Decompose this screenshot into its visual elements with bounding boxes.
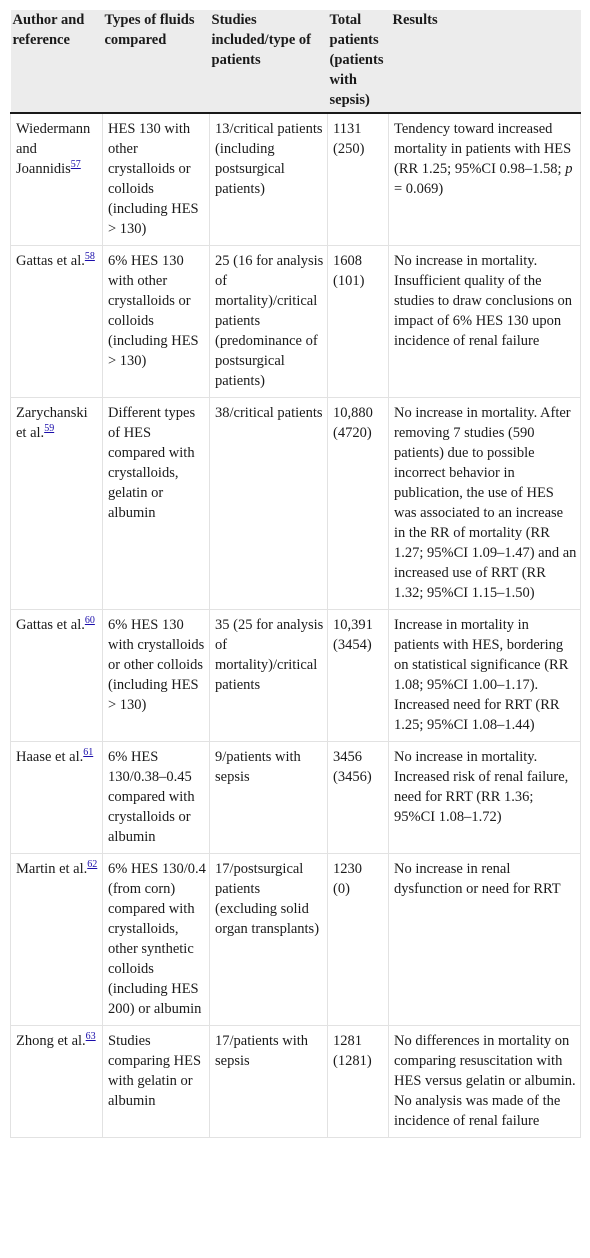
table-body xyxy=(11,113,581,1138)
header-studies: Studies included/type of patients xyxy=(210,10,328,113)
author-text: Gattas et al. xyxy=(16,253,85,269)
author-text: Zhong et al. xyxy=(16,1033,86,1049)
cell-results: No increase in mortality. Insufficient quality of the studies to draw conclusions on impact of 6% HES 130 upon incidence of renal failure xyxy=(389,246,581,398)
sepsis-value: (250) xyxy=(333,141,365,157)
meta-analysis-table-container xyxy=(10,10,580,1138)
cell-author xyxy=(11,398,103,610)
cell-results xyxy=(389,113,581,246)
reference-link[interactable]: 61 xyxy=(83,747,94,759)
reference-link[interactable]: 58 xyxy=(84,251,95,263)
cell-results: No differences in mortality on comparing resuscitation with HES versus gelatin or albumin. No analysis was made of the incidence of renal failure xyxy=(389,1026,581,1138)
cell-total xyxy=(328,398,389,610)
total-value: 1281 xyxy=(333,1033,362,1049)
sepsis-value: (4720) xyxy=(333,425,372,441)
cell-author xyxy=(11,610,103,742)
reference-link[interactable]: 63 xyxy=(85,1031,96,1043)
cell-author xyxy=(11,854,103,1026)
author-text: Martin et al. xyxy=(16,861,88,877)
total-value: 1131 xyxy=(333,121,362,137)
sepsis-value: (3454) xyxy=(333,637,372,653)
cell-studies: 13/critical patients (including postsurgical patients) xyxy=(210,113,328,246)
result-text-end: = 0.069) xyxy=(394,181,444,197)
author-text: Zarychanski et al. xyxy=(16,405,88,441)
cell-fluids: 6% HES 130/0.4 (from corn) compared with crystalloids, other synthetic colloids (including HES 200) or albumin xyxy=(103,854,210,1026)
sepsis-value: (1281) xyxy=(333,1053,372,1069)
cell-fluids: 6% HES 130 with crystalloids or other colloids (including HES > 130) xyxy=(103,610,210,742)
cell-author xyxy=(11,1026,103,1138)
cell-studies: 17/patients with sepsis xyxy=(210,1026,328,1138)
header-fluids: Types of fluids compared xyxy=(103,10,210,113)
reference-link[interactable]: 57 xyxy=(70,159,81,171)
total-value: 10,391 xyxy=(333,617,373,633)
total-value: 3456 xyxy=(333,749,362,765)
cell-fluids: Different types of HES compared with crystalloids, gelatin or albumin xyxy=(103,398,210,610)
cell-studies: 35 (25 for analysis of mortality)/critical patients xyxy=(210,610,328,742)
sepsis-value: (3456) xyxy=(333,769,372,785)
table-row xyxy=(11,610,581,742)
cell-total xyxy=(328,113,389,246)
cell-results: No increase in mortality. Increased risk of renal failure, need for RRT (RR 1.36; 95%CI 1.08–1.72) xyxy=(389,742,581,854)
table-row xyxy=(11,113,581,246)
reference-link[interactable]: 59 xyxy=(44,423,55,435)
cell-fluids: 6% HES 130 with other crystalloids or colloids (including HES > 130) xyxy=(103,246,210,398)
table-row xyxy=(11,1026,581,1138)
cell-total xyxy=(328,1026,389,1138)
author-text: Haase et al. xyxy=(16,749,84,765)
cell-studies: 17/postsurgical patients (excluding solid organ transplants) xyxy=(210,854,328,1026)
result-text: Tendency toward increased mortality in patients with HES (RR 1.25; 95%CI 0.98–1.58; xyxy=(394,121,572,177)
total-value: 1230 xyxy=(333,861,362,877)
cell-total xyxy=(328,610,389,742)
cell-author xyxy=(11,113,103,246)
total-value: 10,880 xyxy=(333,405,373,421)
cell-total xyxy=(328,854,389,1026)
cell-studies: 38/critical patients xyxy=(210,398,328,610)
cell-total xyxy=(328,246,389,398)
sepsis-value: (101) xyxy=(333,273,365,289)
cell-total xyxy=(328,742,389,854)
p-symbol: p xyxy=(565,161,573,177)
table-row xyxy=(11,246,581,398)
author-text: Wiedermann and Joannidis xyxy=(16,121,91,177)
table-header xyxy=(11,10,581,113)
table-row xyxy=(11,742,581,854)
author-text: Gattas et al. xyxy=(16,617,85,633)
header-total-patients: Total patients (patients with sepsis) xyxy=(328,10,389,113)
header-row xyxy=(11,10,581,113)
cell-author xyxy=(11,246,103,398)
cell-results: No increase in renal dysfunction or need for RRT xyxy=(389,854,581,1026)
cell-author xyxy=(11,742,103,854)
table-row xyxy=(11,854,581,1026)
header-results: Results xyxy=(389,10,581,113)
cell-fluids: 6% HES 130/0.38–0.45 compared with crystalloids or albumin xyxy=(103,742,210,854)
cell-studies: 9/patients with sepsis xyxy=(210,742,328,854)
cell-results: Increase in mortality in patients with HES, bordering on statistical significance (RR 1.08; 95%CI 1.00–1.17). Increased need for RRT (RR 1.25; 95%CI 1.08–1.44) xyxy=(389,610,581,742)
cell-results: No increase in mortality. After removing 7 studies (590 patients) due to possible incorrect behavior in publication, the use of HES was associated to an increase in the RR of mortality (RR 1.27; 95%CI 1.09–1.47) and an increased use of RRT (RR 1.32; 95%CI 1.15–1.50) xyxy=(389,398,581,610)
total-value: 1608 xyxy=(333,253,362,269)
sepsis-value: (0) xyxy=(333,881,350,897)
cell-fluids: HES 130 with other crystalloids or colloids (including HES > 130) xyxy=(103,113,210,246)
header-author: Author and reference xyxy=(11,10,103,113)
table-row xyxy=(11,398,581,610)
cell-studies: 25 (16 for analysis of mortality)/critical patients (predominance of postsurgical patients) xyxy=(210,246,328,398)
reference-link[interactable]: 62 xyxy=(87,859,98,871)
meta-analysis-table xyxy=(10,10,581,1138)
cell-fluids: Studies comparing HES with gelatin or albumin xyxy=(103,1026,210,1138)
reference-link[interactable]: 60 xyxy=(84,615,95,627)
